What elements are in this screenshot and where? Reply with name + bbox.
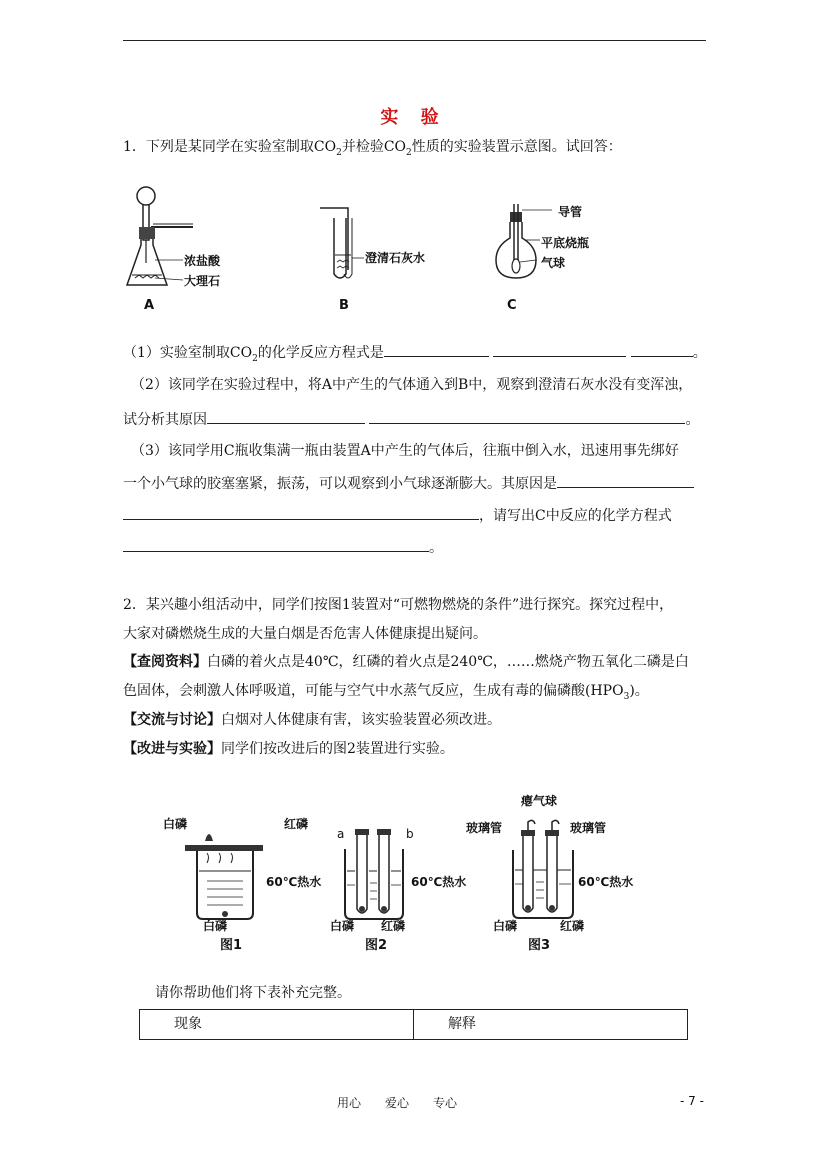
q2-stem-line2: 大家对磷燃烧生成的大量白烟是否危害人体健康提出疑问。 [123, 626, 487, 642]
answer-table [139, 1009, 688, 1040]
label-limewater: 澄清石灰水 [365, 251, 426, 265]
footer-motto: 用心 爱心 专心 [337, 1096, 458, 1110]
q2-improvement: 【改进与实验】同学们按改进后的图2装置进行实验。 [123, 741, 454, 757]
fig3-caption: 图3 [528, 938, 551, 953]
fig2-label-red-p: 红磷 [381, 919, 406, 933]
table-header-phenomenon: 现象 [140, 1010, 414, 1039]
footer-page-number: - 7 - [680, 1094, 704, 1108]
q2-info-line1: 【查阅资料】白磷的着火点是40℃，红磷的着火点是240℃，……燃烧产物五氧化二磷是白 [123, 654, 689, 670]
fig3-label-red-p: 红磷 [560, 919, 585, 933]
label-concentrated-hcl: 浓盐酸 [184, 254, 221, 268]
page-title: 实 验 [380, 107, 447, 128]
fig1-label-white-p-bottom: 白磷 [203, 919, 228, 933]
apparatus-b-figure [318, 200, 358, 290]
fig2-label-white-p: 白磷 [330, 919, 355, 933]
label-conduit: 导管 [558, 205, 583, 219]
q1-part3-line3: ，请写出C中反应的化学方程式 [123, 505, 672, 526]
q1-part2-line2: 试分析其原因 。 [123, 409, 699, 430]
fig2-caption: 图2 [365, 938, 388, 953]
q2-info-line2: 色固体，会刺激人体呼吸道，可能与空气中水蒸气反应，生成有毒的偏磷酸$(HPO_3)$。 [123, 683, 649, 702]
fig3-label-glass-tube-left: 玻璃管 [466, 821, 503, 835]
fig2-label-a: a [337, 827, 345, 841]
q1-part3-line1: （3）该同学用C瓶收集满一瓶由装置A中产生的气体后，往瓶中倒入水，迅速用事先绑好 [131, 443, 679, 459]
fig2-label-hot-water: 60℃热水 [411, 875, 467, 889]
table-header-explanation: 解释 [448, 1016, 476, 1032]
apparatus-a-figure [125, 185, 235, 315]
fig2-label-b: b [406, 827, 414, 841]
figure-1-beaker [185, 825, 265, 925]
fig3-label-hot-water: 60℃热水 [578, 875, 634, 889]
q1-part3-line4: 。 [123, 537, 443, 558]
fig1-label-hot-water: 60℃热水 [266, 875, 322, 889]
q2-discussion: 【交流与讨论】白烟对人体健康有害，该实验装置必须改进。 [123, 712, 501, 728]
fig1-label-white-p-top: 白磷 [163, 817, 188, 831]
header-rule [123, 40, 706, 41]
q2-table-prompt: 请你帮助他们将下表补充完整。 [155, 985, 351, 1001]
label-marble: 大理石 [184, 274, 221, 288]
caption-a: A [144, 298, 155, 313]
q1-part2-line1: （2）该同学在实验过程中，将A中产生的气体通入到B中，观察到澄清石灰水没有变浑浊， [131, 377, 693, 393]
fig3-label-glass-tube-right: 玻璃管 [570, 821, 607, 835]
q1-part1: （1）实验室制取$CO_2$的化学反应方程式是 。 [123, 342, 707, 369]
fig1-caption: 图1 [220, 938, 243, 953]
fig1-label-red-p: 红磷 [284, 817, 309, 831]
q2-stem-line1: 2．某兴趣小组活动中，同学们按图1装置对“可燃物燃烧的条件”进行探究。探究过程中， [123, 597, 674, 613]
q1-part3-line2: 一个小气球的胶塞塞紧，振荡，可以观察到小气球逐渐膨大。其原因是 [123, 473, 694, 494]
fig3-label-flat-balloon: 瘪气球 [521, 794, 558, 808]
label-flat-flask: 平底烧瓶 [541, 236, 590, 250]
label-balloon: 气球 [541, 256, 566, 270]
q1-stem: 1．下列是某同学在实验室制取$CO_2$并检验$CO_2$性质的实验装置示意图。试回答： [123, 139, 622, 158]
fig3-label-white-p: 白磷 [493, 919, 518, 933]
caption-c: C [507, 298, 517, 313]
figure-2-beaker [335, 825, 415, 925]
caption-b: B [339, 298, 349, 313]
